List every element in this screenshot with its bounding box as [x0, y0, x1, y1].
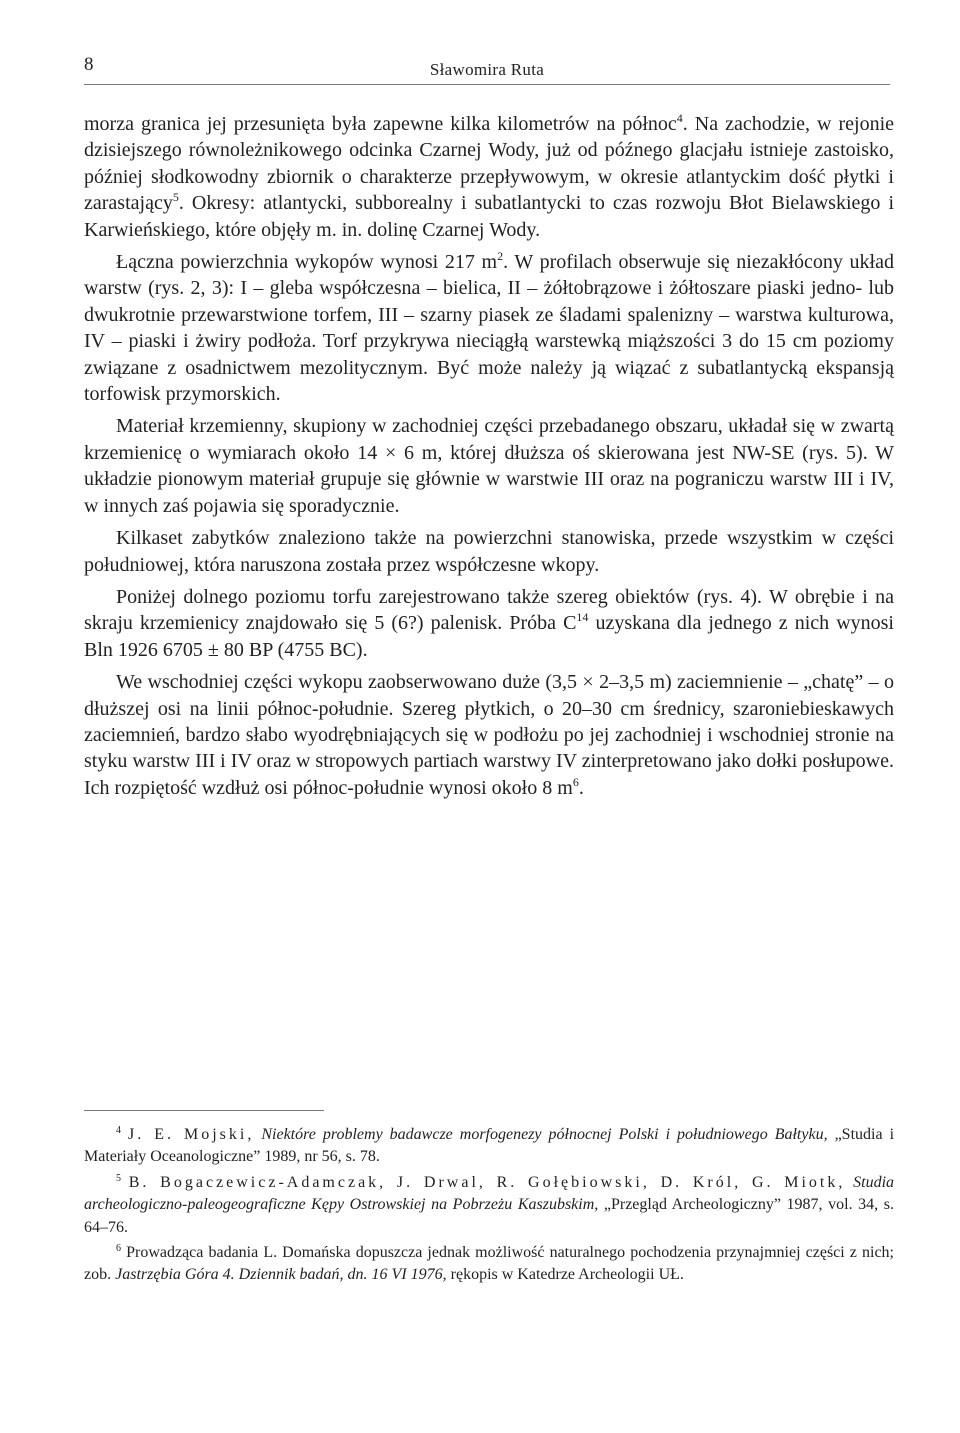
superscript-2: 2: [497, 249, 504, 264]
paragraph-1: [84, 111, 894, 243]
footnote-4-title: Niektóre problemy badawcze morfogenezy północnej Polski i południowego Bałtyku,: [261, 1126, 828, 1143]
footnote-divider: [84, 1110, 324, 1111]
paragraph-1-text-a: morza granica jej przesunięta była zapewne kilka kilometrów na północ: [84, 113, 677, 135]
footnote-5-rest: „Przegląd Archeologiczny” 1987, vol. 34, s. 64–76.: [84, 1196, 894, 1236]
footnote-6-title: Jastrzębia Góra 4. Dziennik badań, dn. 16 VI 1976,: [115, 1266, 447, 1284]
footnotes: [84, 1124, 894, 1290]
paragraph-5-text-b: uzyskana dla jednego z nich wynosi Bln 1926 6705 ± 80 BP (4755 BC).: [84, 612, 894, 661]
body-text: [84, 111, 894, 801]
paragraph-2-text-a: Łączna powierzchnia wykopów wynosi 217 m: [116, 251, 498, 274]
footnote-6-mark: 6: [116, 1243, 121, 1255]
footnote-5-title: Studia archeologiczno-paleogeograficzne Kępy Ostrowskiej na Pobrzeżu Kaszubskim,: [84, 1173, 895, 1214]
footnote-6: [84, 1242, 894, 1287]
footnote-6-text-b: rękopis w Katedrze Archeologii UŁ.: [446, 1266, 684, 1284]
paragraph-2-text-b: . W profilach obserwuje się niezakłócony układ warstw (rys. 2, 3): I – gleba współczesna – bielica, II – żółtobrązowe i żółtoszare piaski jedno- lub dwukrotnie przewarstwione torfem, III – szarny piasek ze śladami spalenizny – warstwa kulturowa, IV – piaski i żwiry podłoża. Torf przykrywa nieciągłą warstewką miąższości 3 do 15 cm poziomy związane z osadnictwem mezolitycznym. Być może należy ją wiązać z subatlantycką ekspansją torfowisk przymorskich.: [84, 251, 894, 406]
paragraph-5: [84, 584, 894, 663]
paragraph-6-text-a: We wschodniej części wykopu zaobserwowano duże (3,5 × 2–3,5 m) zaciemnienie – „chatę” – o dłuższej osi na linii północ-południe. Szereg płytkich, o 20–30 cm średnicy, szaroniebieskawych zaciemnień, bardzo słabo wyodrębniających się w podłożu po jej zachodniej i wschodniej stronie na styku warstw III i IV oraz w stropowych partiach warstwy IV zinterpretowano jako dołki posłupowe. Ich rozpiętość wzdłuż osi północ-południe wynosi około 8 m: [84, 671, 894, 799]
page-header: [84, 54, 890, 85]
paragraph-3: Materiał krzemienny, skupiony w zachodniej części przebadanego obszaru, układał się w zwartą krzemienicę o wymiarach około 14 × 6 m, której dłuższa oś skierowana jest NW-SE (rys. 5). W układzie pionowym materiał grupuje się głównie w warstwie III oraz na pograniczu warstw III i IV, w innych zaś pojawia się sporadycznie.: [84, 415, 894, 517]
paragraph-6-text-b: .: [578, 776, 584, 799]
paragraph-5-text-a: Poniżej dolnego poziomu torfu zarejestrowano także szereg obiektów (rys. 4). W obrębie i na skraju krzemienicy znajdowało się 5 (6?) palenisk. Próba C: [84, 585, 894, 635]
paragraph-1-text-c: . Okresy: atlantycki, subborealny i subatlantycki to czas rozwoju Błot Bielawskiego i Karwieńskiego, które objęły m. in. dolinę Czarnej Wody.: [84, 192, 894, 241]
running-head: Sławomira Ruta: [429, 60, 545, 79]
footnote-ref-6: 6: [572, 774, 579, 789]
footnote-5: [84, 1172, 894, 1239]
footnote-4-author: J. E. Mojski,: [128, 1126, 255, 1143]
footnote-4-mark: 4: [116, 1125, 121, 1136]
footnote-5-authors: B. Bogaczewicz-Adamczak, J. Drwal, R. Gołębiowski, D. Król, G. Miotk,: [128, 1173, 846, 1191]
footnote-4: [84, 1124, 894, 1169]
footnote-ref-5: 5: [172, 190, 179, 205]
paragraph-6: [84, 669, 894, 801]
paragraph-2: [84, 249, 894, 407]
footnote-4-rest: „Studia i Materiały Oceanologiczne” 1989, nr 56, s. 78.: [84, 1126, 895, 1166]
page-number: 8: [84, 54, 94, 75]
paragraph-1-text-b: . Na zachodzie, w rejonie dzisiejszego równoleżnikowego odcinka Czarnej Wody, już od późnego glacjału istnieje zastoisko, później słodkowodny zbiornik o charakterze przepływowym, w okresie atlantyckim dość płytki i zarastający: [84, 113, 894, 215]
superscript-14: 14: [576, 610, 589, 625]
paragraph-4: Kilkaset zabytków znaleziono także na powierzchni stanowiska, przede wszystkim w części południowej, która naruszona została przez współczesne wkopy.: [84, 527, 894, 576]
footnote-5-mark: 5: [116, 1172, 121, 1184]
footnote-6-text-a: Prowadząca badania L. Domańska dopuszcza jednak możliwość naturalnego pochodzenia przynajmniej części z nich; zob.: [84, 1244, 894, 1284]
footnote-ref-4: 4: [676, 111, 683, 125]
